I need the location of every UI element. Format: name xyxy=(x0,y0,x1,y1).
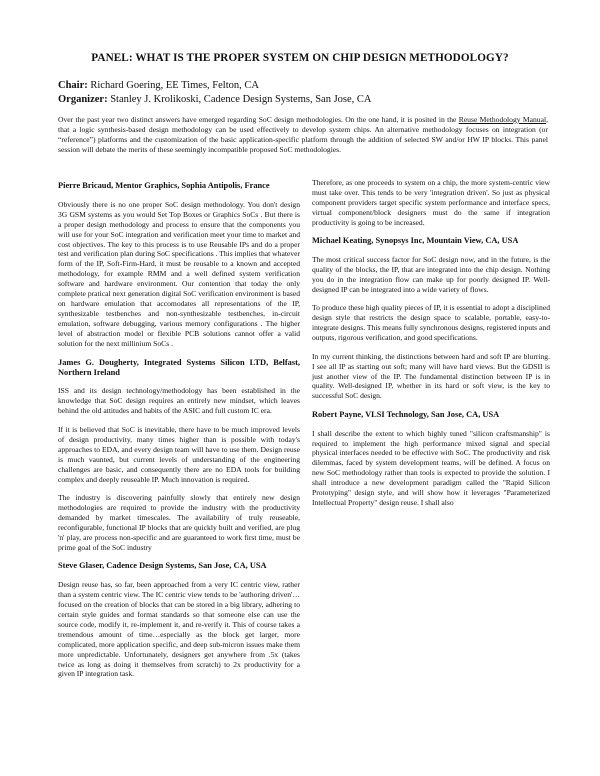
intro-text-before: Over the past year two distinct answers have emerged regarding SoC design methodologies. On the one hand, it is posited in the xyxy=(58,115,459,124)
payne-paragraph-1: I shall describe the extent to which highly tuned "silicon craftsmanship" is required to implement the high performance mixed signal and special physical interfaces needed to be effective with SoC. The productivity and risk dilemmas, faced by system development teams, will be defined. A focus on new SoC methodology rather than tools is expected to provide the solution. I shall introduce a new development paradigm called the "Rapid Silicon Prototyping" design style, and will show how it leverages "Parameterized Intellectual Property" design reuse. I shall also xyxy=(312,428,550,508)
keating-paragraph-3: In my current thinking, the distinctions between hard and soft IP are blurring. I see all IP as starting out soft; many will have hard views. But the GDSII is just another view of the IP. The fundamental distinction between IP is in quality. Well-designed IP, whether in its hard or soft view, is the key to successful SoC design. xyxy=(312,351,550,401)
dougherty-paragraph-1: ISS and its design technology/methodology has been established in the knowledge that SoC design requires an entirely new mindset, which leaves behind the old attitudes and habits of the ASIC and full custom IC era. xyxy=(58,386,300,416)
intro-text-after: , that a logic synthesis-based design methodology can be used effectively to develop system chips. An alternative methodology focuses on integration (or “reference”) platforms and the customization of the basic application-specific platform through the addition of selected SW and/or HW IP blocks. This panel session will debate the merits of these seemingly incompatible proposed SoC methodologies. xyxy=(58,115,548,155)
glaser-paragraph-1: Design reuse has, so far, been approached from a very IC centric view, rather than a system centric view. The IC centric view tends to be 'authoring driven'…focused on the creation of blocks that can be stored in a big library, adhering to certain style guides and format standards so that someone else can use the source code, modify it, re-implement it, and re-verify it. This of course takes a tremendous amount of time…especially as the block get larger, more complicated, more application specific, and deep sub-micron issues make them more unpredictable. Unfortunately, designers get anywhere from .5x (takes twice as long as doing it themselves from scratch) to 2x productivity for a given IP integration task. xyxy=(58,579,300,679)
glaser-paragraph-2: Therefore, as one proceeds to system on a chip, the more system-centric view must take over. This tends to be very 'integration driven'. So just as physical component providers target specific system performance and interface specs, virtual component/block designers must do the same if integration productivity is going to be increased. xyxy=(312,178,550,227)
organizer-value: Stanley J. Krolikoski, Cadence Design Systems, San Jose, CA xyxy=(110,94,372,105)
keating-paragraph-1: The most critical success factor for SoC design now, and in the future, is the quality of the blocks, the IP, that are integrated into the chip design. Nothing you do in the integration flow can make up for poorly designed IP. Well-designed IP can be integrated into a wide variety of flows. xyxy=(312,254,550,294)
chair-value: Richard Goering, EE Times, Felton, CA xyxy=(90,80,259,91)
chair-label: Chair: xyxy=(58,80,88,91)
section-heading-dougherty: James G. Dougherty, Integrated Systems Silicon LTD, Belfast, Northern Ireland xyxy=(58,357,300,377)
dougherty-paragraph-2: If it is believed that SoC is inevitable, there have to be much improved levels of design productivity, many times higher than is possible with today's approaches to EDA, and every design team will have to use them. Design reuse is much vaunted, but current levels of understanding of the engineering challenges are basic, and consequently there are no EDA tools for building complex and deeply reuseable IP. Much innovation is required. xyxy=(58,424,300,484)
section-heading-keating: Michael Keating, Synopsys Inc, Mountain View, CA, USA xyxy=(312,236,519,246)
organizer-line xyxy=(58,94,372,105)
keating-paragraph-2: To produce these high quality pieces of IP, it is essential to adopt a disciplined design style that restricts the design space to scalable, portable, easy-to-integrate designs. This means fully synchronous designs, registered inputs and outputs, rigorous verification, and good specifications. xyxy=(312,303,550,343)
section-heading-payne: Robert Payne, VLSI Technology, San Jose, CA, USA xyxy=(312,409,500,419)
reuse-methodology-manual-title: Reuse Methodology Manual xyxy=(458,115,547,124)
dougherty-paragraph-3: The industry is discovering painfully slowly that entirely new design methodologies are required to provide the industry with the productivity demanded by market timescales. The availability of truly reuseable, reconfigurable, functional IP blocks that are quickly built and verified, are plug 'n' play, are process non-specific and are guaranteed to work first time, must be prime goal of the SoC industry xyxy=(58,492,300,552)
section-heading-bricaud: Pierre Bricaud, Mentor Graphics, Sophia Antipolis, France xyxy=(58,181,270,190)
paper-title: PANEL: WHAT IS THE PROPER SYSTEM ON CHIP DESIGN METHODOLOGY? xyxy=(91,52,509,64)
right-column xyxy=(312,178,550,517)
organizer-label: Organizer: xyxy=(58,94,108,105)
bricaud-paragraph-1: Obviously there is no one proper SoC design methodology. You don't design 3G GSM systems as you would Set Top Boxes or Graphics SoCs . But there is a proper design methodology and process to ensure that the components you will use for your SoC integration and verification meet your time to market and cost objectives. The key to this process is to use Reusable IPs and do a proper test and verification plan during SoC specifications . This implies that whatever form of the IP, Soft-Firm-Hard, it must be reusable to a known and accepted methodology, for example RMM and a well defined system verification software and hardware environment. Our contention that today the only complete pratical next generation digital SoC verification environment is based on hardware emulation that accomodates all representations of the IP, synthesizable testbenches and non-synthesizable testbenches, in-circuit emulation, software debugging, various memory configurations . The higher level of abstraction model or flexible PCB solutions cannot offer a valid solution for the next millinium SoCs . xyxy=(58,199,300,349)
intro-paragraph xyxy=(58,115,548,155)
chair-line xyxy=(58,80,259,91)
section-heading-glaser: Steve Glaser, Cadence Design Systems, San Jose, CA, USA xyxy=(58,561,267,571)
left-column xyxy=(58,181,300,688)
